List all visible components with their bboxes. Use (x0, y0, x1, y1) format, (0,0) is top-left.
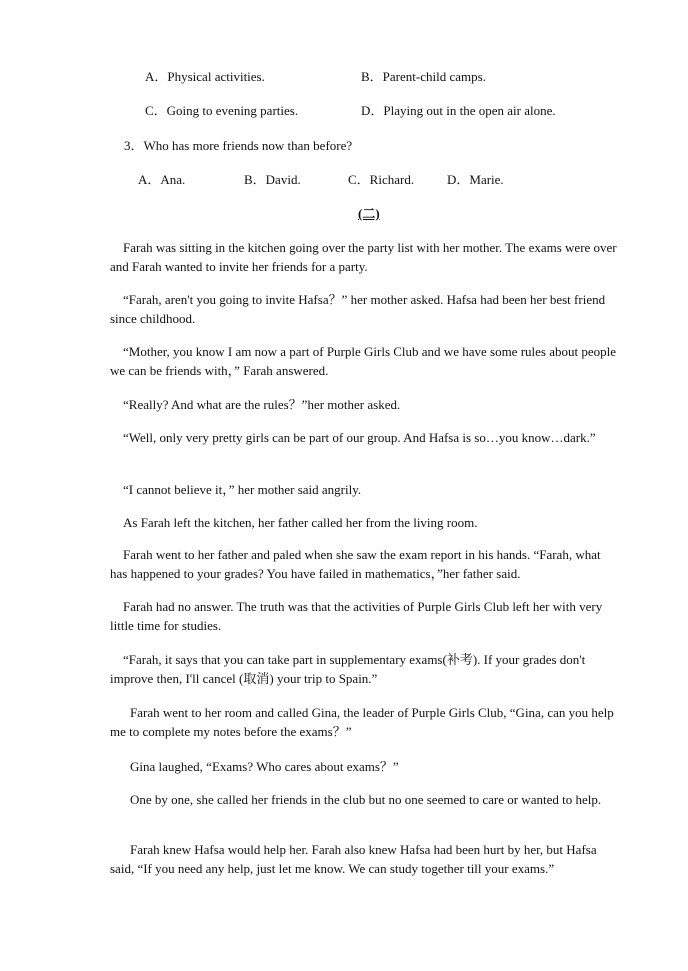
option-3d: D．Marie. (447, 172, 504, 187)
option-3b: B．David. (244, 172, 301, 187)
question-3: 3．Who has more friends now than before? (124, 138, 353, 153)
option-2a: A．Physical activities. (145, 69, 265, 84)
option-2b: B．Parent-child camps. (361, 69, 486, 84)
option-3a: A．Ana. (138, 172, 186, 187)
paragraph-10: “Farah, it says that you can take part in supplementary exams(补考). If your grades don't improve then, I'll cancel (取消) your trip to Spain.” (110, 652, 586, 686)
paragraph-2: “Farah, aren't you going to invite Hafsa？” her mother asked. Hafsa had been her best friend since childhood. (110, 292, 606, 326)
paragraph-1: Farah was sitting in the kitchen going over the party list with her mother. The exams were over and Farah wanted to invite her friends for a party. (110, 240, 617, 274)
paragraph-6: “I cannot believe it，” her mother said angrily. (123, 482, 362, 497)
paragraph-8: Farah went to her father and paled when she saw the exam report in his hands. “Farah, what has happened to your grades? You have failed in mathematics，”her father said. (110, 547, 601, 581)
paragraph-13: One by one, she called her friends in the club but no one seemed to care or wanted to help. (130, 792, 602, 807)
section-title: (二) (358, 206, 380, 221)
paragraph-9: Farah had no answer. The truth was that the activities of Purple Girls Club left her with very little time for studies. (110, 599, 603, 633)
option-3c: C．Richard. (348, 172, 415, 187)
paragraph-5: “Well, only very pretty girls can be part of our group. And Hafsa is so…you know…dark.” (123, 430, 596, 445)
paragraph-7: As Farah left the kitchen, her father called her from the living room. (123, 515, 478, 530)
option-2c: C．Going to evening parties. (145, 103, 299, 118)
option-2d: D．Playing out in the open air alone. (361, 103, 556, 118)
paragraph-3: “Mother, you know I am now a part of Purple Girls Club and we have some rules about people we can be friends with，” Farah answered. (110, 344, 617, 378)
paragraph-11: Farah went to her room and called Gina, the leader of Purple Girls Club, “Gina, can you help me to complete my notes before the exams？” (110, 705, 614, 739)
paragraph-4: “Really? And what are the rules？”her mother asked. (123, 397, 401, 412)
paragraph-14: Farah knew Hafsa would help her. Farah also knew Hafsa had been hurt by her, but Hafsa said, “If you need any help, just let me know. We can study together till your exams.” (110, 842, 597, 876)
paragraph-12: Gina laughed, “Exams? Who cares about exams？” (130, 759, 399, 774)
